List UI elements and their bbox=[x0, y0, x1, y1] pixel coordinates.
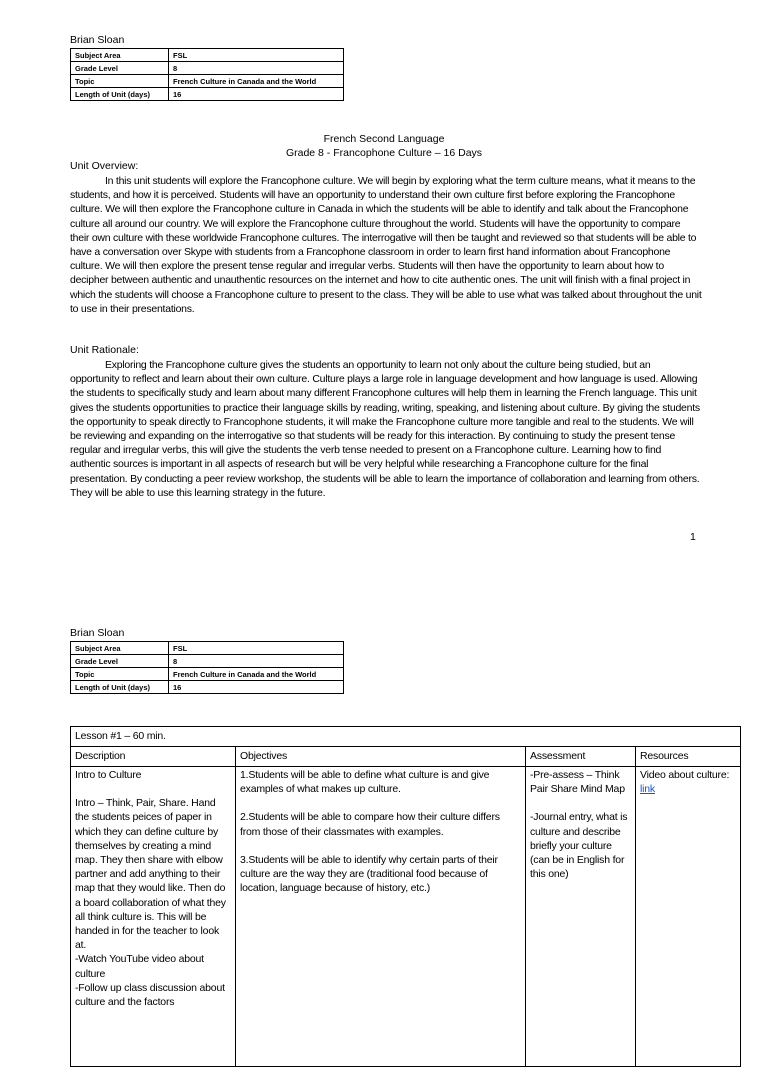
header-assessment: Assessment bbox=[526, 747, 636, 767]
objective-item: 2.Students will be able to compare how their culture differs from those of their classmates with examples. bbox=[240, 811, 500, 838]
meta-value: French Culture in Canada and the World bbox=[169, 75, 344, 88]
meta-value: 16 bbox=[169, 88, 344, 101]
overview-heading: Unit Overview: bbox=[70, 160, 139, 172]
meta-key: Topic bbox=[71, 75, 169, 88]
meta-value: 16 bbox=[169, 681, 344, 694]
objectives-cell bbox=[236, 767, 526, 1067]
header-objectives: Objectives bbox=[236, 747, 526, 767]
meta-value: 8 bbox=[169, 655, 344, 668]
meta-key: Grade Level bbox=[71, 62, 169, 75]
lesson-title: Lesson #1 – 60 min. bbox=[71, 727, 741, 747]
description-line: -Watch YouTube video about culture bbox=[75, 953, 204, 980]
meta-value: 8 bbox=[169, 62, 344, 75]
author-name-page2: Brian Sloan bbox=[70, 627, 125, 639]
meta-key: Subject Area bbox=[71, 49, 169, 62]
meta-key: Grade Level bbox=[71, 655, 169, 668]
document-title: French Second Language bbox=[323, 133, 445, 145]
meta-key: Length of Unit (days) bbox=[71, 681, 169, 694]
meta-value: French Culture in Canada and the World bbox=[169, 668, 344, 681]
meta-key: Length of Unit (days) bbox=[71, 88, 169, 101]
meta-key: Topic bbox=[71, 668, 169, 681]
author-name: Brian Sloan bbox=[70, 34, 125, 46]
lesson-table bbox=[70, 726, 741, 1067]
unit-meta-table-page2 bbox=[70, 641, 344, 694]
description-line: -Follow up class discussion about culture and the factors bbox=[75, 981, 225, 1009]
rationale-paragraph: Exploring the Francophone culture gives the students an opportunity to learn not only about the culture being studied, but an opportunity to reflect and learn about their own culture. Culture plays a large role in language development and how language is used. Allowing the students to specifically study and learn about many different Francophone cultures will help them in learning the French language. This unit gives the students opportunities to practice their language skills by reading, writing, speaking, and listening about culture. By giving the students the opportunity to speak directly to Francophone students, it will make the Francophone culture more tangible and real to the students. We will be reviewing and expanding on the interrogative so that students will be ready for this interaction. By continuing to study the present tense regular and irregular verbs, this will give the students the verb tense needed to present on a Francophone culture. Learning how to find authentic sources is important in all aspects of research but will be very helpful while researching a Francophone culture for the final presentation. By conducting a peer review workshop, the students will be able to learn the importance of collaboration and learning from others. They will be able to use this learning strategy in the future. bbox=[70, 359, 700, 499]
resources-cell bbox=[636, 767, 741, 1067]
meta-key: Subject Area bbox=[71, 642, 169, 655]
page-number: 1 bbox=[690, 531, 696, 543]
description-cell bbox=[71, 767, 236, 1067]
meta-value: FSL bbox=[169, 642, 344, 655]
objective-item: 1.Students will be able to define what culture is and give examples of what makes up culture. bbox=[240, 769, 490, 796]
header-description: Description bbox=[71, 747, 236, 767]
resources-text: Video about culture: bbox=[640, 769, 730, 781]
objective-item: 3.Students will be able to identify why certain parts of their culture are the way they are (traditional food because of location, language because of history, etc.) bbox=[240, 853, 498, 895]
header-resources: Resources bbox=[636, 747, 741, 767]
video-link[interactable]: link bbox=[640, 783, 655, 796]
description-line: Intro – Think, Pair, Share. Hand the students peices of paper in which they can define culture by themselves by creating a mind map. They then share with elbow partner and add anything to their map that they would like. Then do a board collaboration of what they all think culture is. This will be handed in for the teacher to look at. bbox=[75, 797, 226, 952]
assessment-item: -Pre-assess – Think Pair Share Mind Map bbox=[530, 769, 625, 796]
overview-paragraph: In this unit students will explore the Francophone culture. We will begin by exploring what the term culture means, what it means to the students, and how it is perceived. Students will have an opportunity to understand their own culture first before exploring the Francophone culture. We will then explore the Francophone culture in Canada in which the students will be able to identify and talk about the Francophone culture all around our country. We will explore the Francophone culture throughout the world. Students will have the opportunity to compare their own culture with these worldwide Francophone cultures. The interrogative will then be taught and reviewed so that students will be able to have a conversation over Skype with students from a Francophone classroom in order to learn first hand information about Francophone culture. We will then explore the present tense regular and irregular verbs. Students will then have the opportunity to learn about how to decipher between authentic and unauthentic resources on the internet and how to cite authentic ones. The unit will finish with a final project in which the students will choose a Francophone culture to present to the class. They will be able to use what was talked about throughout the unit to use in their presentations. bbox=[70, 175, 702, 315]
document-subtitle: Grade 8 - Francophone Culture – 16 Days bbox=[285, 147, 483, 159]
assessment-cell bbox=[526, 767, 636, 1067]
unit-meta-table bbox=[70, 48, 344, 101]
description-line: Intro to Culture bbox=[75, 769, 142, 781]
meta-value: FSL bbox=[169, 49, 344, 62]
rationale-heading: Unit Rationale: bbox=[70, 344, 139, 356]
assessment-item: -Journal entry, what is culture and describe briefly your culture (can be in English for this one) bbox=[530, 811, 628, 881]
